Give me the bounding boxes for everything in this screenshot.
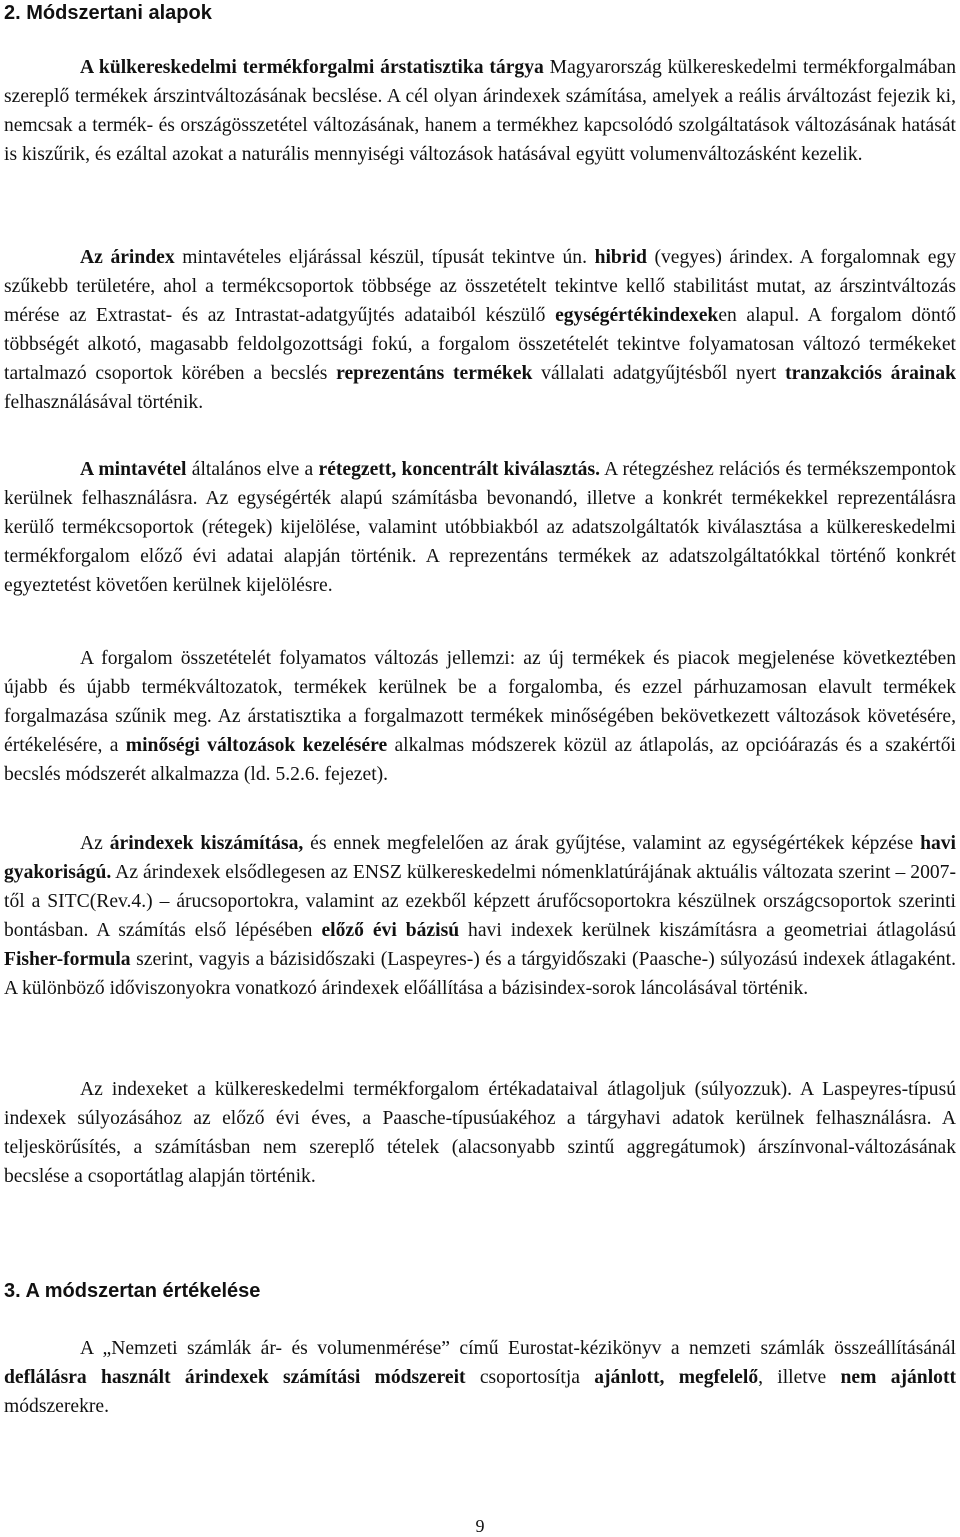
paragraph-calculation xyxy=(4,829,956,1003)
text-run: és ennek megfelelően az árak gyűjtése, valamint az egységértékek képzése xyxy=(303,833,921,854)
text-run: általános elve a xyxy=(186,459,319,480)
section-heading-evaluation: 3. A módszertan értékelése xyxy=(4,1280,261,1302)
bold-text-run: A külkereskedelmi termékforgalmi árstatisztika tárgya xyxy=(80,57,544,78)
bold-text-run: ajánlott, megfelelő xyxy=(594,1367,759,1388)
paragraph-quality-change xyxy=(4,644,956,789)
text-run: mintavételes eljárással készül, típusát tekintve ún. xyxy=(174,247,595,268)
text-run: A rétegzéshez relációs és termékszempontok kerülnek felhasználásra. Az egységérték alapú számításba bevonandó, illetve a konkrét termékekkel reprezentálásra kerülő termékcsoportok (rétegek) kijelölése, valamint utóbbiakból az adatszolgáltatók kiválasztása a külkereskedelmi termékforgalom előző évi adatai alapján történik. A reprezentáns termékek az adatszolgáltatókkal történő konkrét egyeztetést követően kerülnek kijelölésre. xyxy=(4,459,956,596)
bold-text-run: árindexek kiszámítása, xyxy=(109,833,304,854)
paragraph-subject xyxy=(4,53,956,169)
text-run: szerint, vagyis a bázisidőszaki (Laspeyres-) és a tárgyidőszaki (Paasche-) súlyozású indexek átlagaként. A különböző időviszonyokra vonatkozó árindexek előállítása a bázisindex-sorok láncolásával történik. xyxy=(4,949,956,999)
bold-text-run: A mintavétel xyxy=(80,459,187,480)
text-run: (vegyes) árindex. A forgalomnak egy szűkebb területére, ahol a termékcsoportok többsége az összetételt tekintve kellő stabilitást mutat, az árszintváltozás mérése az Extrastat- és az Intrastat-adatgyűjtés adataiból készülő xyxy=(4,247,956,326)
text-run: alkalmas módszerek közül az átlapolás, az opcióárazás és a szakértői becslés módszerét alkalmazza (ld. 5.2.6. fejezet). xyxy=(4,735,956,785)
bold-text-run: havi gyakoriságú. xyxy=(4,833,956,883)
bold-text-run: deflálásra használt árindexek számítási módszereit xyxy=(4,1367,466,1388)
paragraph-index-type xyxy=(4,243,956,417)
text-run: vállalati adatgyűjtésből nyert xyxy=(532,363,786,384)
text-run: en alapul. A forgalom döntő többségét alkotó, magasabb feldolgozottsági fokú, a forgalom összetételét tekintve folyamatosan változó termékeket tartalmazó csoportok körében a becslés xyxy=(4,305,957,384)
bold-text-run: Fisher-formula xyxy=(4,949,131,970)
text-run: csoportosítja xyxy=(465,1367,595,1388)
bold-text-run: rétegzett, koncentrált kiválasztás. xyxy=(318,459,600,480)
bold-text-run: előző évi bázisú xyxy=(321,920,460,941)
text-run: Az árindexek elsődlegesen az ENSZ külkereskedelmi nómenklatúrájának aktuális változata szerint – 2007-től a SITC(Rev.4.) – árucsoportokra, valamint az ezekből képzett árufőcsoportokra készülnek országcsoportok szerinti bontásban. A számítás első lépésében xyxy=(4,862,956,941)
bold-text-run: nem ajánlott xyxy=(840,1367,956,1388)
text-run: havi indexek kerülnek kiszámításra a geometriai átlagolású xyxy=(459,920,956,941)
bold-text-run: egységértékindexek xyxy=(555,305,719,326)
section-heading-methods: 2. Módszertani alapok xyxy=(4,2,212,24)
text-run: Magyarország külkereskedelmi termékforgalmában szereplő termékek árszintváltozásának becslése. A cél olyan árindexek számítása, amelyek a reális árváltozást fejezik ki, nemcsak a termék- és országösszetétel változásának, hanem a termékhez kapcsolódó szolgáltatások változásának hatását is kiszűrik, és ezáltal azokat a naturális mennyiségi változások hatásával együtt volumenváltozásként kezelik. xyxy=(4,57,956,165)
paragraph-weighting xyxy=(4,1075,956,1191)
text-run: felhasználásával történik. xyxy=(4,392,204,413)
bold-text-run: hibrid xyxy=(594,247,647,268)
text-run: Az xyxy=(80,833,110,854)
text-run: A „Nemzeti számlák ár- és volumenmérése” című Eurostat-kézikönyv a nemzeti számlák összeállításánál xyxy=(80,1338,956,1359)
paragraph-eurostat xyxy=(4,1334,956,1421)
paragraph-sampling xyxy=(4,455,956,600)
bold-text-run: tranzakciós árainak xyxy=(785,363,957,384)
bold-text-run: Az árindex xyxy=(80,247,175,268)
bold-text-run: minőségi változások kezelésére xyxy=(125,735,388,756)
page-number: 9 xyxy=(475,1516,485,1536)
text-run: , illetve xyxy=(758,1367,841,1388)
text-run: módszerekre. xyxy=(4,1396,109,1417)
text-run: Az indexeket a külkereskedelmi termékforgalom értékadataival átlagoljuk (súlyozzuk). A Laspeyres-típusú indexek súlyozásához az előző évi éves, a Paasche-típusúakéhoz a tárgyhavi adatok kerülnek felhasználásra. A teljeskörűsítés, a számításban nem szereplő tételek (alacsonyabb szintű aggregátumok) árszínvonal-változásának becslése a csoportátlag alapján történik. xyxy=(4,1079,956,1187)
text-run: A forgalom összetételét folyamatos változás jellemzi: az új termékek és piacok megjelenése következtében újabb és újabb termékváltozatok, termékek kerülnek be a forgalomba, és ezzel párhuzamosan elavult termékek forgalmazása szűnik meg. Az árstatisztika a forgalmazott termékek minőségében bekövetkezett változások követésére, értékelésére, a xyxy=(4,648,956,756)
bold-text-run: reprezentáns termékek xyxy=(336,363,533,384)
